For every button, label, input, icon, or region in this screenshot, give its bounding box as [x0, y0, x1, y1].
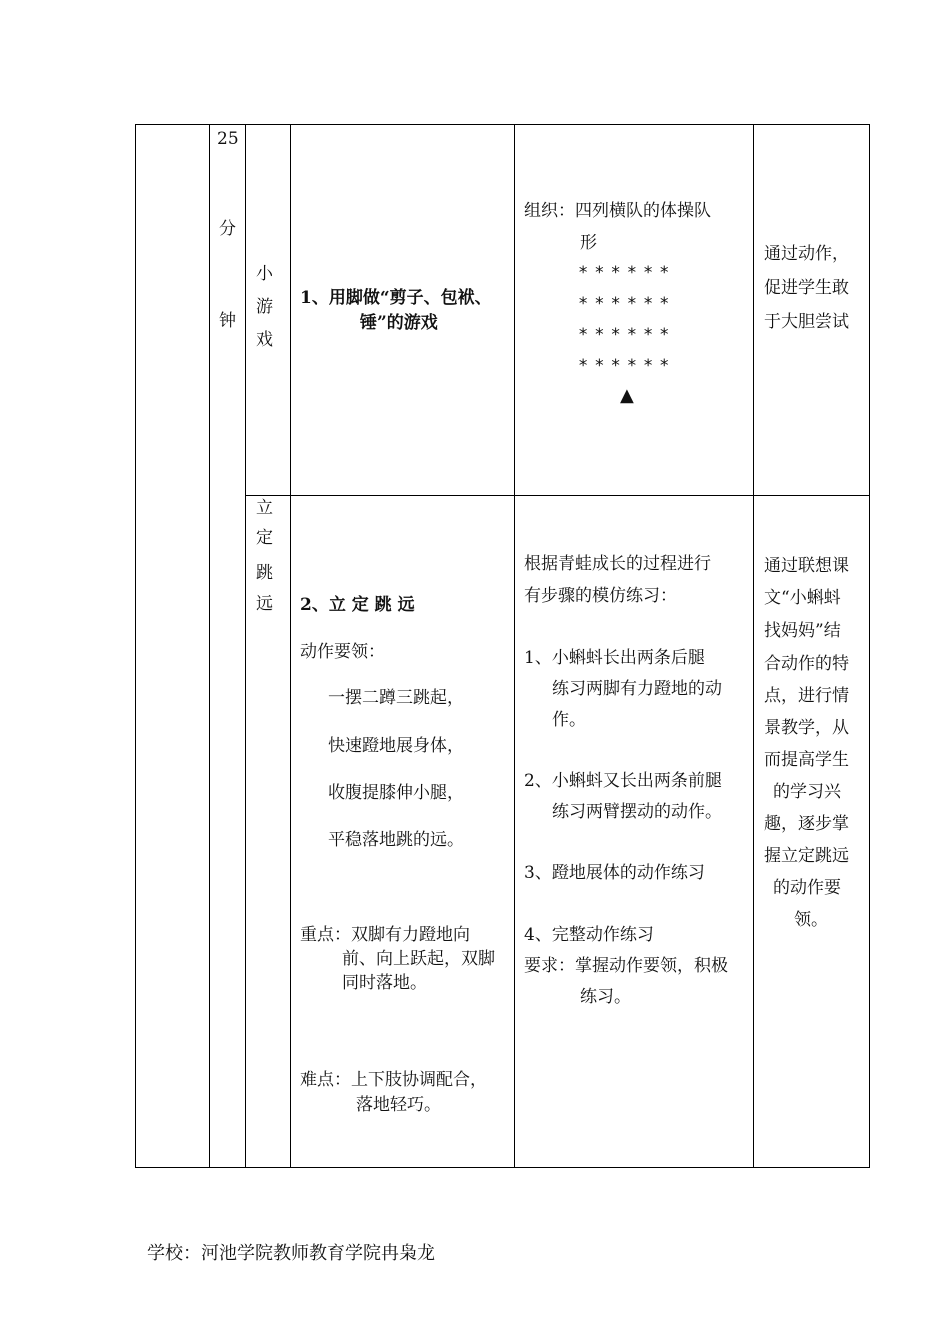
purpose-2-line1: 通过联想课	[764, 556, 849, 576]
step1-line3: 作。	[552, 710, 586, 730]
purpose-2-line10: 握立定跳远	[764, 846, 849, 866]
part-label-game-3: 戏	[256, 330, 273, 350]
part-label-game-1: 小	[256, 264, 273, 284]
method-intro-line1: 根据青蛙成长的过程进行	[524, 554, 711, 574]
row-divider	[245, 495, 870, 496]
essentials-label: 动作要领：	[300, 642, 385, 662]
part-label-jump-1: 立	[256, 498, 273, 518]
purpose-2-line11: 的动作要	[773, 878, 841, 898]
purpose-2-line7: 而提高学生	[764, 750, 849, 770]
purpose-2-line3: 找妈妈”结	[764, 621, 841, 641]
formation-row-4: ******	[578, 356, 676, 376]
column-divider-5	[753, 124, 754, 1168]
footer-school: 学校：河池学院教师教育学院冉枭龙	[147, 1243, 435, 1264]
step2-line2: 练习两臂摆动的动作。	[552, 802, 722, 822]
essential-line-2: 快速蹬地展身体，	[328, 736, 464, 756]
step1-line1: 1、小蝌蚪长出两条后腿	[524, 648, 705, 668]
column-divider-2	[245, 124, 246, 1168]
part-label-jump-4: 远	[256, 594, 273, 614]
requirement-line1: 要求：掌握动作要领，积极	[524, 956, 728, 976]
essential-line-4: 平稳落地跳的远。	[328, 830, 464, 850]
time-unit-fen: 分	[219, 219, 236, 239]
step1-line2: 练习两脚有力蹬地的动	[552, 679, 722, 699]
game-title-line2: 锤”的游戏	[360, 313, 438, 333]
organization-label: 组织：四列横队的体操队	[524, 201, 711, 221]
formation-row-3: ******	[578, 325, 676, 345]
key-point-line2: 前、向上跃起，双脚	[342, 949, 495, 969]
key-point-line3: 同时落地。	[342, 973, 427, 993]
table-right-border	[869, 124, 870, 1168]
purpose-1-line3: 于大胆尝试	[764, 312, 849, 332]
purpose-2-line2: 文“小蝌蚪	[764, 588, 841, 608]
teacher-position-icon: ▲	[620, 385, 634, 406]
purpose-1-line1: 通过动作，	[764, 244, 849, 264]
purpose-2-line8: 的学习兴	[773, 782, 841, 802]
organization-label-cont: 形	[580, 233, 597, 253]
jump-title: 2、立 定 跳 远	[300, 595, 415, 615]
column-divider-4	[514, 124, 515, 1168]
essential-line-1: 一摆二蹲三跳起，	[328, 688, 464, 708]
part-label-jump-3: 跳	[256, 563, 273, 583]
step2-line1: 2、小蝌蚪又长出两条前腿	[524, 771, 722, 791]
time-number: 25	[217, 129, 239, 149]
formation-row-1: ******	[578, 263, 676, 283]
purpose-2-line4: 合动作的特	[764, 654, 849, 674]
essential-line-3: 收腹提膝伸小腿，	[328, 783, 464, 803]
key-point-line1: 重点：双脚有力蹬地向	[300, 925, 470, 945]
table-left-border	[135, 124, 136, 1168]
difficulty-line2: 落地轻巧。	[356, 1095, 441, 1115]
time-unit-zhong: 钟	[219, 311, 236, 331]
purpose-2-line12: 领。	[794, 910, 828, 930]
purpose-2-line6: 景教学，从	[764, 718, 849, 738]
requirement-line2: 练习。	[580, 987, 631, 1007]
purpose-2-line5: 点，进行情	[764, 686, 849, 706]
difficulty-line1: 难点：上下肢协调配合，	[300, 1070, 487, 1090]
column-divider-1	[209, 124, 210, 1168]
part-label-game-2: 游	[256, 297, 273, 317]
step3: 3、蹬地展体的动作练习	[524, 863, 705, 883]
method-intro-line2: 有步骤的模仿练习：	[524, 586, 677, 606]
column-divider-3	[290, 124, 291, 1168]
purpose-2-line9: 趣，逐步掌	[764, 814, 849, 834]
part-label-jump-2: 定	[256, 528, 273, 548]
purpose-1-line2: 促进学生敢	[764, 278, 849, 298]
game-title-line1: 1、用脚做“剪子、包袱、	[300, 288, 492, 308]
step4: 4、完整动作练习	[524, 925, 654, 945]
formation-row-2: ******	[578, 294, 676, 314]
